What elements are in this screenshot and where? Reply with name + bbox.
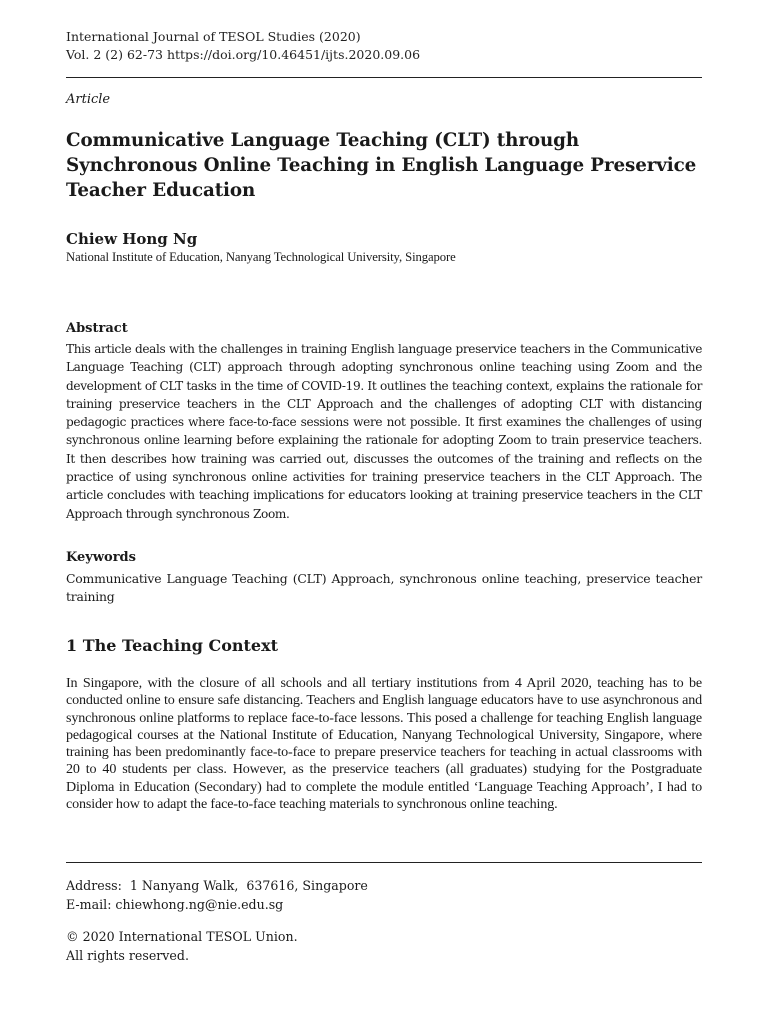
copyright-line: © 2020 International TESOL Union.: [66, 929, 298, 944]
journal-header: [66, 28, 420, 64]
author-name: Chiew Hong Ng: [66, 230, 198, 248]
copyright-info: [66, 927, 298, 965]
abstract-text: This article deals with the challenges in training English language preservice teachers in the Communicative Language Teaching (CLT) approach through adopting synchronous online teaching using Zoom and the development of CLT tasks in the time of COVID-19. It outlines the teaching context, explains the rationale for training preservice teachers in the CLT Approach and the challenges of adopting CLT with distancing pedagogic practices where face-to-face sessions were not possible. It first examines the challenges of using synchronous online learning before explaining the rationale for adopting Zoom to train preservice teachers. It then describes how training was carried out, discusses the outcomes of the training and reflects on the practice of using synchronous online activities for training preservice teachers in the CLT Approach. The article concludes with teaching implications for educators looking at training preservice teachers in the CLT Approach through synchronous Zoom.: [66, 342, 702, 521]
contact-info: [66, 876, 368, 914]
abstract-heading: Abstract: [66, 321, 128, 336]
journal-name: International Journal of TESOL Studies (2020): [66, 29, 361, 44]
address-line: Address: 1 Nanyang Walk, 637616, Singapore: [66, 878, 368, 893]
header-divider: [66, 77, 702, 78]
author-affiliation: National Institute of Education, Nanyang Technological University, Singapore: [66, 250, 456, 264]
article-type-label: Article: [66, 92, 111, 107]
email-line: E-mail: chiewhong.ng@nie.edu.sg: [66, 897, 284, 912]
volume-doi-line: Vol. 2 (2) 62-73 https://doi.org/10.46451/ijts.2020.09.06: [66, 47, 421, 62]
rights-line: All rights reserved.: [66, 948, 189, 963]
article-title: Communicative Language Teaching (CLT) through Synchronous Online Teaching in English Language Preservice Teacher Education: [66, 130, 697, 201]
keywords-heading: Keywords: [66, 550, 136, 565]
footer-divider: [66, 862, 702, 863]
section-body-text: In Singapore, with the closure of all schools and all tertiary institutions from 4 April 2020, teaching has to be conducted online to ensure safe distancing. Teachers and English language educators have to use asynchronous and synchronous online platforms to replace face-to-face lessons. This posed a challenge for teaching English language pedagogical courses at the National Institute of Education, Nanyang Technological University, Singapore, where training has been predominantly face-to-face to prepare preservice teachers for teaching in actual classrooms with 20 to 40 students per class. However, as the preservice teachers (all graduates) studying for the Postgraduate Diploma in Education (Secondary) had to complete the module entitled ‘Language Teaching Approach’, I had to consider how to adapt the face-to-face teaching materials to synchronous online teaching.: [66, 675, 702, 813]
keywords-text: Communicative Language Teaching (CLT) Approach, synchronous online teaching, preservice teacher training: [66, 571, 702, 605]
article-page: [66, 0, 702, 1024]
section-heading: 1 The Teaching Context: [66, 636, 278, 655]
